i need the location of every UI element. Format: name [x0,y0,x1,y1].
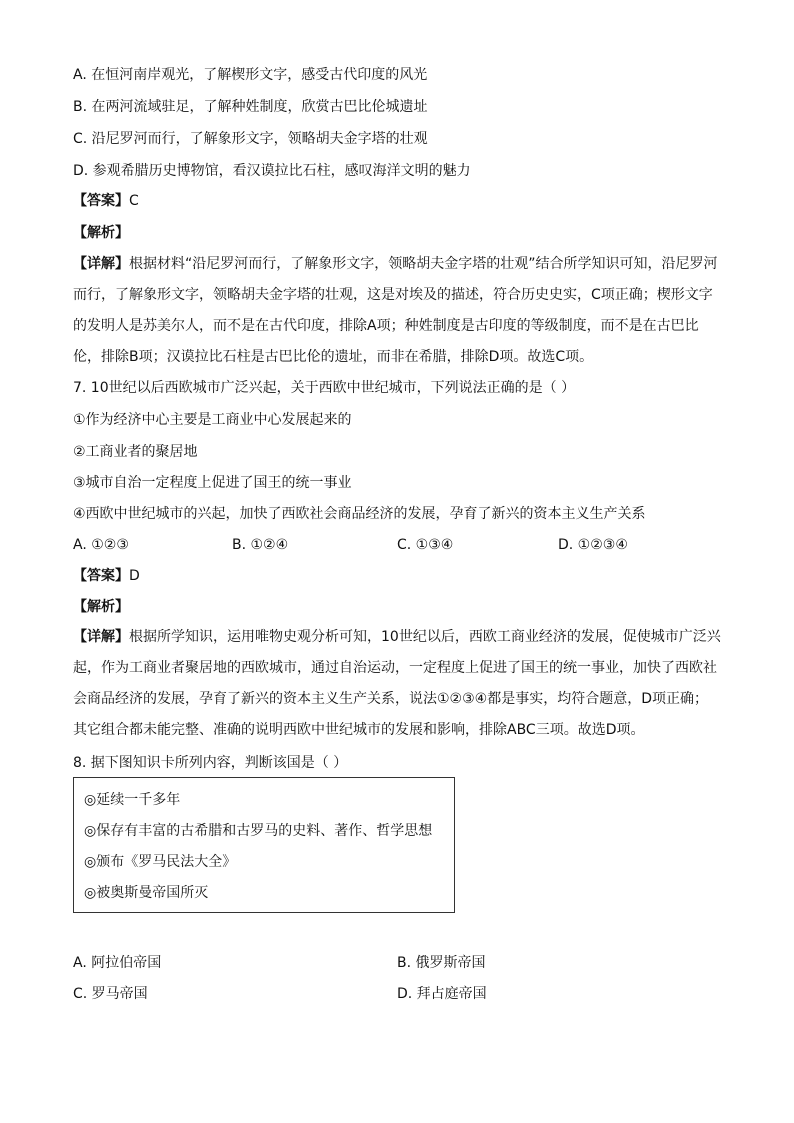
detail-tag: 【详解】 [73,256,129,272]
q6-option-a: A. 在恒河南岸观光，了解楔形文字，感受古代印度的风光 [73,67,428,83]
detail-line: 伦，排除B项；汉谟拉比石柱是古巴比伦的遗址，而非在希腊，排除D项。故选C项。 [73,349,594,365]
q7-option-c: C. ①③④ [397,537,454,553]
q6-option-d: D. 参观希腊历史博物馆，看汉谟拉比石柱，感叹海洋文明的魅力 [73,163,471,179]
detail-line: 起，作为工商业者聚居地的西欧城市，通过自治运动，一定程度上促进了国王的统一事业，加快了西欧社 [73,660,717,676]
detail-text: 根据所学知识，运用唯物史观分析可知，10世纪以后，西欧工商业经济的发展，促使城市广泛兴 [129,629,721,645]
answer-value: D [129,568,140,584]
card-item: ◎被奥斯曼帝国所灭 [84,885,209,901]
q8-option-a: A. 阿拉伯帝国 [73,955,162,971]
q7-answer [73,566,140,586]
detail-line [73,249,723,280]
q8-option-b: B. 俄罗斯帝国 [397,955,486,971]
q7-option-b: B. ①②④ [232,537,289,553]
q7-option-a: A. ①②③ [73,537,129,553]
q7-detail [73,622,723,746]
card-item: ◎保存有丰富的古希腊和古罗马的史料、著作、哲学思想 [84,823,433,839]
card-item: ◎延续一千多年 [84,792,181,808]
card-item: ◎颁布《罗马民法大全》 [84,854,237,870]
q7-analysis-heading [73,597,129,617]
q7-statement-2: ②工商业者的聚居地 [73,444,198,460]
detail-line: 会商品经济的发展，孕育了新兴的资本主义生产关系，说法①②③④都是事实，均符合题意，D项正确； [73,691,708,707]
q7-statement-3: ③城市自治一定程度上促进了国王的统一事业 [73,475,352,491]
answer-value: C [129,193,139,209]
q7-statement-4: ④西欧中世纪城市的兴起，加快了西欧社会商品经济的发展，孕育了新兴的资本主义生产关系 [73,506,646,522]
q7-statement-1: ①作为经济中心主要是工商业中心发展起来的 [73,412,352,428]
q8-option-d: D. 拜占庭帝国 [397,986,487,1002]
q6-analysis-heading [73,223,129,243]
q6-answer [73,191,139,211]
detail-text: 根据材料“沿尼罗河而行，了解象形文字，领略胡夫金字塔的壮观”结合所学知识可知，沿尼罗河 [129,256,718,272]
detail-line: 的发明人是苏美尔人，而不是在古代印度，排除A项；种姓制度是古印度的等级制度，而不是在古巴比 [73,318,699,334]
answer-tag: 【答案】 [73,193,129,209]
q7-option-d: D. ①②③④ [558,537,628,553]
q6-option-b: B. 在两河流域驻足，了解种姓制度，欣赏古巴比伦城遗址 [73,99,428,115]
detail-line: 而行，了解象形文字，领略胡夫金字塔的壮观，这是对埃及的描述，符合历史史实，C项正确；楔形文字 [73,287,713,303]
detail-line [73,622,723,653]
analysis-tag: 【解析】 [73,225,129,241]
detail-tag: 【详解】 [73,629,129,645]
answer-tag: 【答案】 [73,568,129,584]
analysis-tag: 【解析】 [73,599,129,615]
q6-detail [73,249,723,373]
knowledge-card [73,777,455,913]
q7-stem: 7. 10世纪以后西欧城市广泛兴起，关于西欧中世纪城市，下列说法正确的是（ ） [73,380,576,396]
q8-option-c: C. 罗马帝国 [73,986,148,1002]
q6-option-c: C. 沿尼罗河而行，了解象形文字，领略胡夫金字塔的壮观 [73,131,428,147]
q8-stem: 8. 据下图知识卡所列内容，判断该国是（ ） [73,755,348,771]
detail-line: 其它组合都未能完整、准确的说明西欧中世纪城市的发展和影响，排除ABC三项。故选D项。 [73,722,645,738]
